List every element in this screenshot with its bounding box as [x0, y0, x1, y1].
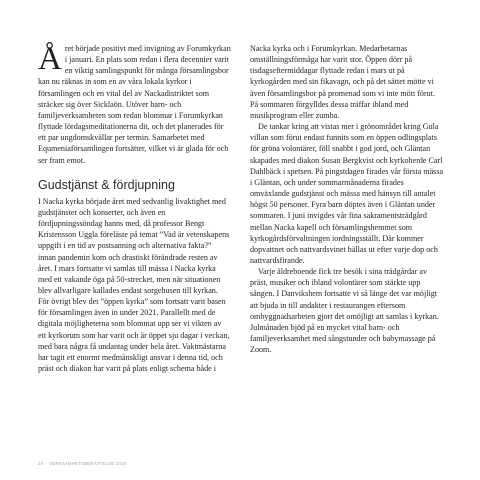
section-heading: Gudstjänst & fördjupning	[38, 177, 175, 192]
intro-paragraph	[38, 43, 231, 166]
paragraph-3: Varje äldreboende fick tre besök i sina trädgårdar av präst, musiker och ibland volontärer som stärkte upp sången. I Danvikshem fortsatte vi så länge det var möjligt att bjuda in till andakter i restaurangen eftersom ombyggnadsarbeten gjort det omöjligt att samlas i kyrkan. Julmånaden bjöd på en mycket vital barn- och familjeverksamhet med sångstunder och babymassage på Zoom.	[250, 267, 439, 355]
paragraph-1: Nacka kyrka och i Forumkyrkan. Medarbetarnas omställningsförmåga har varit stor. Öppen dörr på tisdagseftermiddagar flyttade redan i mars ut på kyrkogården med sin fikavagn, och på det sättet mötte vi även församlingsbor på promenad som vi inte mött förut. På sommaren förgylldes dessa träffar ibland med musikprogram eller zumba.	[250, 44, 435, 120]
left-column	[38, 43, 231, 374]
drop-cap: Å	[38, 41, 62, 77]
intro-text: ret började positivt med invigning av Forumkyrkan i januari. En plats som redan i flera decennier varit en viktig samlingspunkt för många församlingsbor kan nu räknas in som en av våra lokala kyrkor i församlingen och en vital del av Nackadistriktet som sträcker sig över Sicklaön. Utöver barn- och familjeverksamheten som redan blommar i Forumkyrkan flyttade lördagsmeditationerna dit, och det planerades för ett par ungdomskvällar per termin. Samarbetet med Equmeniaförsamlingen fortsätter, vilket vi är glada för och ser fram emot.	[38, 44, 231, 165]
page-number: 20	[38, 461, 44, 466]
paragraph-2: De tankar kring att vistas mer i grönområdet kring Gula villan som förut endast funnits som en öppen odlingsplats för gröna volontärer, föll snabbt i god jord, och Gläntan skapades med diakon Susan Bergkvist och kyrkoherde Carl Dahlbäck i spetsen. På pingstdagen firades vår första mässa i Gläntan, och under sommarmånaderna firades omväxlande gudstjänst och mässa med hänsyn till antalet högst 50 personer. Fyra barn döptes även i Gläntan under sommaren. I juni invigdes vår fina sakramentsträdgård mellan Nacka kapell och församlingshemmet som kyrkogårdsförvaltningen iordningsställt. Där kommer dopvattnet och nattvardsvinet hällas ut efter varje dop och nattvardsfirande.	[250, 122, 444, 265]
right-column	[250, 43, 445, 355]
page-footer	[38, 461, 126, 466]
publication-title: VERKSAMHETSBERÄTTELSE 2020	[49, 461, 127, 466]
body-paragraph: I Nacka kyrka började året med sedvanlig livaktighet med gudstjänster och konserter, och även en fördjupningssöndag hanns med, då professor Bengt Kristensson Uggla föreläste på temat ”Vad är vetenskapens uppgift i en tid av postsanning och alternativa fakta?” innan pandemin kom och drastiskt förändrade resten av året. I mars fortsatte vi samlas till mässa i Nacka kyrka med ett vakande öga på 50-strecket, men när situationen blev allvarligare kallades endast sorgehusen till kyrkan. För övrigt blev det ”öppen kyrka” som fortsatt varit basen för församlingen även in under 2021. Parallellt med de digitala möjligheterna som blommat upp ser vi vikten av ett kyrkorum som har varit och är öppet sju dagar i veckan, med bara några få undantag under hela året. Vaktmästarna har tagit ett enormt medmänskligt ansvar i denna tid, och präst och diakon har varit på plats enligt schema både i	[38, 196, 230, 374]
